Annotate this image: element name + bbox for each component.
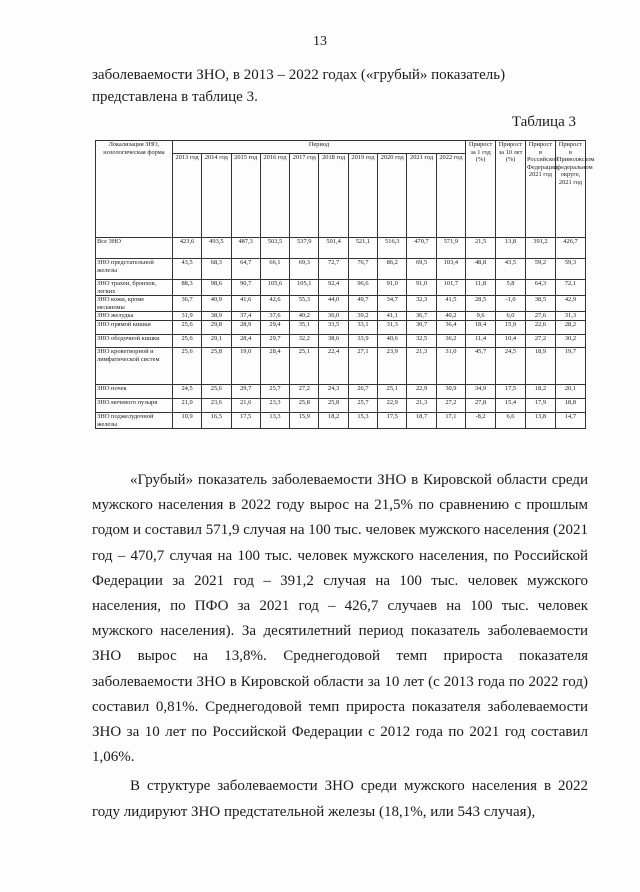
table-cell: 26,7 — [348, 384, 377, 398]
table-cell: 19,7 — [555, 347, 585, 384]
table-cell: 64,7 — [231, 259, 260, 280]
table-cell: 30,9 — [436, 384, 465, 398]
table-cell: 23,3 — [260, 398, 289, 412]
table-cell: 33,1 — [348, 320, 377, 334]
table-cell: 72,1 — [555, 280, 585, 296]
row-label: ЗНО почек — [96, 384, 173, 398]
table-cell: 30,2 — [555, 334, 585, 347]
row-label: ЗНО поджелудочной железы — [96, 412, 173, 428]
table-cell: 17,5 — [496, 384, 526, 398]
table-cell: 18,7 — [407, 412, 436, 428]
table-cell: 40,2 — [290, 312, 319, 321]
table-cell: 6,0 — [496, 312, 526, 321]
table-cell: 44,0 — [319, 296, 348, 312]
table-cell: 105,6 — [260, 280, 289, 296]
table-cell: 501,4 — [319, 238, 348, 259]
table-cell: 38,9 — [202, 312, 231, 321]
paragraph-2: В структуре заболеваемости ЗНО среди мужского населения в 2022 году лидируют ЗНО предстательной железы (18,1%, или 543 случая), — [92, 778, 588, 820]
header-year: 2018 год — [319, 154, 348, 238]
table-cell: 33,9 — [348, 334, 377, 347]
row-label: ЗНО кроветворной и лимфатической систем — [96, 347, 173, 384]
table-cell: 17,1 — [436, 412, 465, 428]
table-cell: 91,0 — [407, 280, 436, 296]
table-cell: 17,5 — [231, 412, 260, 428]
table-cell: 29,7 — [260, 334, 289, 347]
table-cell: 14,7 — [555, 412, 585, 428]
table-cell: 41,1 — [378, 312, 407, 321]
table-cell: 503,5 — [260, 238, 289, 259]
table-cell: 41,5 — [436, 296, 465, 312]
header-growth-1-year: Прирост за 1 год (%) — [466, 141, 496, 238]
table-cell: 36,7 — [172, 296, 201, 312]
table-cell: 15,9 — [496, 320, 526, 334]
table-cell: 25,6 — [172, 320, 201, 334]
table-row — [96, 296, 586, 312]
table-cell: 27,2 — [436, 398, 465, 412]
table-cell: 42,6 — [260, 296, 289, 312]
table-cell: 31,9 — [172, 312, 201, 321]
table-cell: 34,7 — [378, 296, 407, 312]
table-cell: 38,5 — [525, 296, 555, 312]
table-cell: 20,1 — [555, 384, 585, 398]
table-cell: 470,7 — [407, 238, 436, 259]
row-label: ЗНО желудка — [96, 312, 173, 321]
table-cell: 37,6 — [260, 312, 289, 321]
table-cell: 423,6 — [172, 238, 201, 259]
table-row — [96, 312, 586, 321]
table-cell: 36,0 — [319, 312, 348, 321]
header-year: 2014 год — [202, 154, 231, 238]
table-cell: 17,9 — [525, 398, 555, 412]
table-cell: 35,1 — [290, 320, 319, 334]
table-cell: 571,9 — [436, 238, 465, 259]
table-cell: 25,8 — [290, 398, 319, 412]
header-growth-pfo: Прирост в Приволжском федеральном округе, 2021 год — [555, 141, 585, 238]
table-cell: 27,1 — [348, 347, 377, 384]
table-cell: 27,8 — [466, 398, 496, 412]
row-label: ЗНО предстательной железы — [96, 259, 173, 280]
intro-text: заболеваемости ЗНО, в 2013 – 2022 годах («грубый» показатель) представлена в таблице 3. — [92, 67, 506, 105]
table-cell: 32,5 — [407, 334, 436, 347]
header-year: 2019 год — [348, 154, 377, 238]
table-cell: 18,9 — [525, 347, 555, 384]
table-cell: 18,8 — [555, 398, 585, 412]
table-header-row — [96, 141, 586, 154]
table-cell: 37,4 — [231, 312, 260, 321]
table-cell: 43,5 — [496, 259, 526, 280]
table-cell: 36,4 — [436, 320, 465, 334]
table-cell: 521,1 — [348, 238, 377, 259]
table-cell: 22,6 — [525, 320, 555, 334]
table-cell: 17,5 — [378, 412, 407, 428]
table-caption: Таблица 3 — [511, 114, 576, 130]
table-cell: 493,5 — [202, 238, 231, 259]
table-cell: 19,0 — [231, 347, 260, 384]
table-row — [96, 280, 586, 296]
table-cell: 6,6 — [496, 412, 526, 428]
table-cell: 64,3 — [525, 280, 555, 296]
table-cell: 30,7 — [407, 320, 436, 334]
table-cell: 101,7 — [436, 280, 465, 296]
table-cell: 25,7 — [260, 384, 289, 398]
table-cell: 36,2 — [436, 334, 465, 347]
header-year: 2013 год — [172, 154, 201, 238]
header-year: 2021 год — [407, 154, 436, 238]
table-cell: 25,8 — [319, 398, 348, 412]
table-cell: -1,0 — [496, 296, 526, 312]
header-period: Период — [172, 141, 465, 154]
row-label: ЗНО прямой кишки — [96, 320, 173, 334]
table-cell: 27,2 — [525, 334, 555, 347]
table-row — [96, 398, 586, 412]
table-cell: 21,5 — [466, 238, 496, 259]
table-row — [96, 238, 586, 259]
table-cell: 18,2 — [319, 412, 348, 428]
table-cell: 86,2 — [378, 259, 407, 280]
table-cell: 537,9 — [290, 238, 319, 259]
table-cell: 48,8 — [466, 259, 496, 280]
table-cell: 28,4 — [231, 334, 260, 347]
table-cell: 69,3 — [290, 259, 319, 280]
table-row — [96, 384, 586, 398]
table-cell: 98,6 — [202, 280, 231, 296]
table-cell: 15,4 — [496, 398, 526, 412]
table-cell: 59,3 — [555, 259, 585, 280]
table-cell: 22,9 — [378, 398, 407, 412]
table-cell: 66,1 — [260, 259, 289, 280]
table-cell: 21,3 — [407, 398, 436, 412]
table-cell: 426,7 — [555, 238, 585, 259]
header-year: 2017 год — [290, 154, 319, 238]
table-cell: 13,8 — [496, 238, 526, 259]
table-cell: 23,6 — [202, 398, 231, 412]
table-cell: 28,5 — [466, 296, 496, 312]
table-cell: 38,6 — [319, 334, 348, 347]
table-cell: 68,3 — [202, 259, 231, 280]
table-cell: 42,9 — [555, 296, 585, 312]
header-year: 2022 год — [436, 154, 465, 238]
row-label: Все ЗНО — [96, 238, 173, 259]
table-cell: 23,9 — [378, 347, 407, 384]
table-cell: 25,6 — [202, 384, 231, 398]
table-cell: 29,4 — [260, 320, 289, 334]
table-cell: 91,0 — [378, 280, 407, 296]
table-cell: 76,7 — [348, 259, 377, 280]
table-row — [96, 259, 586, 280]
table-body — [96, 238, 586, 429]
table-row — [96, 412, 586, 428]
table-cell: 36,7 — [407, 312, 436, 321]
table-cell: 28,9 — [231, 320, 260, 334]
row-label: ЗНО мочевого пузыря — [96, 398, 173, 412]
table-cell: 72,7 — [319, 259, 348, 280]
table-cell: 92,4 — [319, 280, 348, 296]
table-cell: 516,3 — [378, 238, 407, 259]
header-growth-russia: Прирост в Российской Федерации, 2021 год — [525, 141, 555, 238]
table-cell: 21,6 — [231, 398, 260, 412]
table-row — [96, 320, 586, 334]
table-cell: 487,3 — [231, 238, 260, 259]
table-cell: 391,2 — [525, 238, 555, 259]
table-cell: 33,5 — [319, 320, 348, 334]
table-cell: 31,0 — [436, 347, 465, 384]
table-cell: 16,5 — [202, 412, 231, 428]
table-cell: 31,3 — [378, 320, 407, 334]
table-cell: 5,8 — [496, 280, 526, 296]
header-growth-10-years: Прирост за 10 лет (%) — [496, 141, 526, 238]
paragraph-1: «Грубый» показатель заболеваемости ЗНО в Кировской области среди мужского населения в 2022 году вырос на 21,5% по сравнению с прошлым годом и составил 571,9 случая на 100 тыс. человек мужского населения (2021 год – 470,7 случая на 100 тыс. человек мужского населения, по Российской Федерации за 2021 год – 391,2 случая на 100 тыс. человек мужского населения, по ПФО за 2021 год – 426,7 случаев на 100 тыс. человек мужского населения). За десятилетний период показатель заболеваемости ЗНО вырос на 13,8%. Среднегодовой темп прироста показателя заболеваемости ЗНО в Кировской области за 10 лет (с 2013 года по 2022 год) составил 0,81%. Среднегодовой темп прироста показателя заболеваемости ЗНО за 10 лет по Российской Федерации с 2012 года по 2021 год составил 1,06%. — [92, 472, 588, 766]
table-cell: 25,1 — [378, 384, 407, 398]
table-cell: 11,4 — [466, 334, 496, 347]
table-row — [96, 334, 586, 347]
table-cell: 40,9 — [202, 296, 231, 312]
table-cell: 103,4 — [436, 259, 465, 280]
table-cell: 21,3 — [407, 347, 436, 384]
table-cell: 18,2 — [525, 384, 555, 398]
table-cell: -8,2 — [466, 412, 496, 428]
table-cell: 27,6 — [525, 312, 555, 321]
table-cell: 90,7 — [231, 280, 260, 296]
table-cell: 25,1 — [290, 347, 319, 384]
table-cell: 28,4 — [260, 347, 289, 384]
table-cell: 10,9 — [172, 412, 201, 428]
header-year: 2020 год — [378, 154, 407, 238]
row-label: ЗНО трахеи, бронхов, легких — [96, 280, 173, 296]
table-cell: 29,8 — [202, 320, 231, 334]
table-cell: 25,8 — [202, 347, 231, 384]
header-year: 2015 год — [231, 154, 260, 238]
table-cell: 11,8 — [466, 280, 496, 296]
table-cell: 49,7 — [348, 296, 377, 312]
table-cell: 10,4 — [496, 334, 526, 347]
table-cell: 29,1 — [202, 334, 231, 347]
table-cell: 55,3 — [290, 296, 319, 312]
table-cell: 25,6 — [172, 334, 201, 347]
table-cell: 59,2 — [525, 259, 555, 280]
table-cell: 9,6 — [466, 312, 496, 321]
table-cell: 25,6 — [172, 347, 201, 384]
table-cell: 24,5 — [496, 347, 526, 384]
table-cell: 41,6 — [231, 296, 260, 312]
table-cell: 34,9 — [466, 384, 496, 398]
table-cell: 43,5 — [172, 259, 201, 280]
table-cell: 25,7 — [348, 398, 377, 412]
table-cell: 27,2 — [290, 384, 319, 398]
table-cell: 40,2 — [436, 312, 465, 321]
table-cell: 28,2 — [555, 320, 585, 334]
page-number: 13 — [313, 34, 327, 49]
table-cell: 18,4 — [466, 320, 496, 334]
incidence-table — [95, 140, 595, 429]
table-cell: 13,8 — [525, 412, 555, 428]
table-cell: 22,9 — [407, 384, 436, 398]
table-cell: 69,5 — [407, 259, 436, 280]
table-cell: 13,3 — [260, 412, 289, 428]
table-cell: 45,7 — [466, 347, 496, 384]
row-label: ЗНО кожи, кроме меланомы — [96, 296, 173, 312]
table-cell: 32,2 — [290, 334, 319, 347]
table-cell: 96,6 — [348, 280, 377, 296]
table-cell: 24,3 — [319, 384, 348, 398]
table-cell: 40,6 — [378, 334, 407, 347]
body-text — [92, 468, 588, 825]
table-row — [96, 347, 586, 384]
table-cell: 88,3 — [172, 280, 201, 296]
table-cell: 15,9 — [290, 412, 319, 428]
table-cell: 39,2 — [348, 312, 377, 321]
header-year: 2016 год — [260, 154, 289, 238]
row-label: ЗНО ободочной кишки — [96, 334, 173, 347]
table-cell: 31,3 — [555, 312, 585, 321]
header-localization: Локализация ЗНО, нозологическая форма — [96, 141, 173, 238]
table-cell: 22,4 — [319, 347, 348, 384]
table-cell: 32,3 — [407, 296, 436, 312]
table-cell: 15,3 — [348, 412, 377, 428]
table-cell: 29,7 — [231, 384, 260, 398]
table-cell: 105,1 — [290, 280, 319, 296]
table-cell: 21,0 — [172, 398, 201, 412]
table-cell: 24,5 — [172, 384, 201, 398]
